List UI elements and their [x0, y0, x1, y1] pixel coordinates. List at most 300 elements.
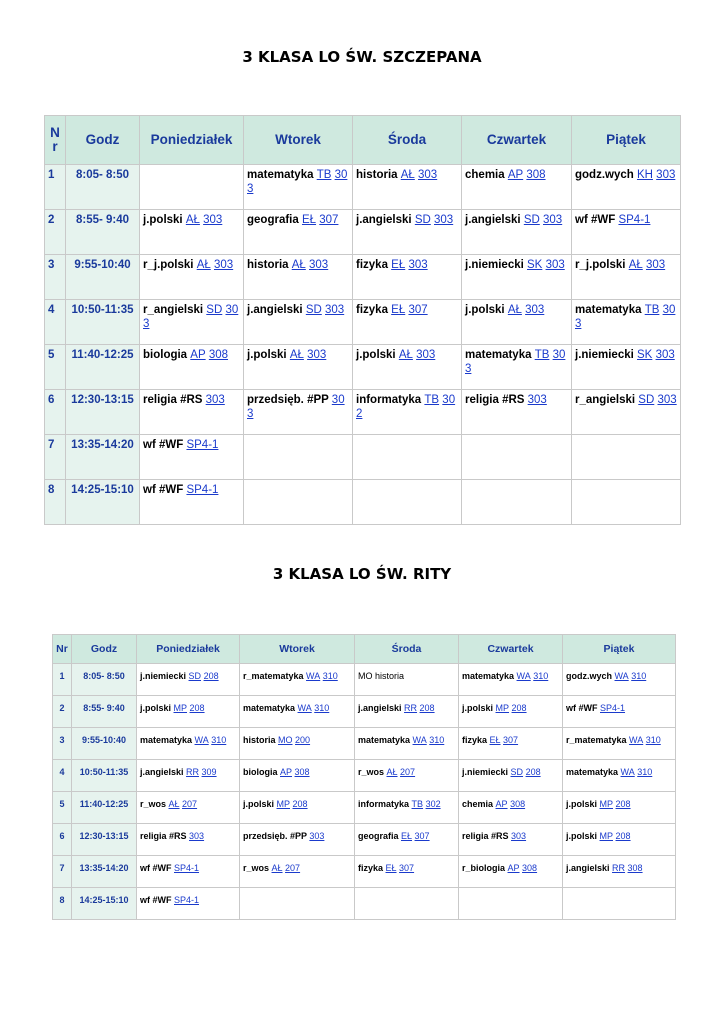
lesson-subject: r_wos — [358, 767, 387, 777]
lesson-link[interactable]: AŁ — [185, 214, 200, 226]
lesson-link[interactable]: AP — [280, 767, 293, 777]
lesson-link[interactable]: 303 — [309, 259, 329, 271]
lesson-subject: matematyka — [465, 349, 535, 361]
timetable-rity — [52, 634, 676, 920]
lesson-time: 14:25-15:10 — [72, 888, 137, 920]
lesson-link[interactable]: 303 — [543, 214, 563, 226]
lesson-subject: matematyka — [566, 767, 621, 777]
lesson-link[interactable]: 208 — [203, 671, 219, 681]
lesson-link[interactable]: 207 — [285, 863, 301, 873]
lesson-link[interactable]: 303 — [189, 831, 205, 841]
lesson-cell — [572, 435, 681, 480]
lesson-time: 10:50-11:35 — [66, 300, 140, 345]
lesson-link[interactable]: WA — [412, 735, 427, 745]
lesson-cell — [459, 696, 563, 728]
lesson-link[interactable]: AŁ — [271, 863, 283, 873]
lesson-subject: r_biologia — [462, 863, 508, 873]
lesson-link[interactable]: 207 — [400, 767, 416, 777]
lesson-cell — [563, 856, 676, 888]
lesson-link[interactable]: WA — [297, 703, 312, 713]
lesson-link[interactable]: SD — [206, 304, 223, 316]
table-row — [44, 210, 681, 255]
lesson-link[interactable]: 208 — [615, 831, 631, 841]
lesson-link[interactable]: 303 — [575, 304, 676, 330]
lesson-link[interactable]: MP — [599, 799, 614, 809]
lesson-subject: j.polski — [143, 214, 186, 226]
lesson-subject: matematyka — [575, 304, 645, 316]
lesson-subject: j.angielski — [247, 304, 306, 316]
column-header: Czwartek — [462, 115, 572, 165]
lesson-cell — [353, 480, 462, 525]
lesson-subject: j.niemiecki — [140, 671, 189, 681]
lesson-link[interactable]: 200 — [295, 735, 311, 745]
lesson-link[interactable]: SD — [638, 394, 655, 406]
lesson-link[interactable]: 208 — [189, 703, 205, 713]
lesson-cell — [462, 390, 572, 435]
lesson-link[interactable]: SD — [188, 671, 202, 681]
table-row — [52, 664, 676, 696]
lesson-link[interactable]: MP — [173, 703, 188, 713]
lesson-cell — [137, 664, 240, 696]
lesson-link[interactable]: 310 — [429, 735, 445, 745]
lesson-number: 8 — [44, 480, 66, 525]
lesson-subject: j.polski — [566, 799, 600, 809]
lesson-cell — [240, 760, 355, 792]
table-row — [44, 390, 681, 435]
lesson-time: 8:55- 9:40 — [66, 210, 140, 255]
lesson-cell — [140, 165, 244, 210]
lesson-link[interactable]: EŁ — [391, 259, 406, 271]
lesson-subject: j.angielski — [356, 214, 415, 226]
lesson-cell — [137, 792, 240, 824]
lesson-subject: matematyka — [243, 703, 298, 713]
lesson-number: 7 — [44, 435, 66, 480]
lesson-link[interactable]: AP — [495, 799, 508, 809]
lesson-subject: chemia — [462, 799, 496, 809]
column-header: Godz — [66, 115, 140, 165]
lesson-link[interactable]: 303 — [203, 214, 223, 226]
table-row — [44, 435, 681, 480]
lesson-cell — [140, 210, 244, 255]
lesson-cell — [355, 664, 459, 696]
lesson-link[interactable]: 310 — [314, 703, 330, 713]
lesson-link[interactable]: 307 — [408, 304, 428, 316]
lesson-cell — [355, 728, 459, 760]
lesson-link[interactable]: WA — [194, 735, 209, 745]
lesson-cell — [459, 856, 563, 888]
lesson-link[interactable]: SK — [527, 259, 543, 271]
lesson-subject: j.polski — [243, 799, 277, 809]
lesson-link[interactable]: 302 — [356, 394, 456, 420]
lesson-link[interactable]: 303 — [527, 394, 547, 406]
table-row — [52, 728, 676, 760]
lesson-link[interactable]: AŁ — [289, 349, 304, 361]
lesson-subject: wf #WF — [140, 863, 174, 873]
lesson-link[interactable]: SK — [637, 349, 653, 361]
lesson-link[interactable]: AP — [190, 349, 206, 361]
lesson-link[interactable]: KH — [636, 169, 653, 181]
lesson-link[interactable]: AP — [507, 863, 520, 873]
lesson-link[interactable]: AŁ — [507, 304, 522, 316]
table-row — [52, 856, 676, 888]
lesson-link[interactable]: WA — [614, 671, 629, 681]
lesson-link[interactable]: 310 — [637, 767, 653, 777]
lesson-link[interactable]: RR — [186, 767, 200, 777]
lesson-cell — [462, 210, 572, 255]
lesson-link[interactable]: 303 — [213, 259, 234, 271]
lesson-link[interactable]: WA — [629, 735, 644, 745]
lesson-cell — [240, 824, 355, 856]
lesson-link[interactable]: 208 — [419, 703, 435, 713]
lesson-subject: fizyka — [356, 259, 392, 271]
lesson-link[interactable]: WA — [306, 671, 321, 681]
lesson-subject: chemia — [465, 169, 508, 181]
lesson-link[interactable]: SP4-1 — [186, 439, 219, 451]
lesson-subject: r_angielski — [575, 394, 639, 406]
lesson-subject: wf #WF — [575, 214, 619, 226]
lesson-link[interactable]: 308 — [510, 799, 526, 809]
lesson-subject: j.polski — [566, 831, 600, 841]
lesson-time: 11:40-12:25 — [66, 345, 140, 390]
lesson-time: 13:35-14:20 — [66, 435, 140, 480]
lesson-link[interactable]: RR — [612, 863, 626, 873]
lesson-subject: matematyka — [140, 735, 195, 745]
lesson-cell — [240, 696, 355, 728]
table-row — [52, 888, 676, 920]
lesson-link[interactable]: 308 — [526, 169, 546, 181]
lesson-cell — [240, 792, 355, 824]
lesson-subject: j.angielski — [566, 863, 613, 873]
lesson-link[interactable]: 303 — [465, 349, 566, 375]
lesson-link[interactable]: TB — [424, 394, 440, 406]
lesson-link[interactable]: SP4-1 — [618, 214, 651, 226]
column-header: Środa — [355, 634, 459, 664]
lesson-subject: godz.wych — [566, 671, 615, 681]
lesson-link[interactable]: 303 — [545, 259, 565, 271]
table-row — [52, 824, 676, 856]
lesson-subject: r_j.polski — [143, 259, 197, 271]
column-header: Piątek — [572, 115, 681, 165]
lesson-cell — [459, 888, 563, 920]
lesson-subject: matematyka — [247, 169, 317, 181]
lesson-subject: wf #WF — [143, 484, 187, 496]
lesson-subject: r_matematyka — [243, 671, 307, 681]
lesson-link[interactable]: 303 — [408, 259, 428, 271]
lesson-cell — [572, 300, 681, 345]
lesson-subject: j.polski — [247, 349, 290, 361]
lesson-link[interactable]: AŁ — [196, 259, 211, 271]
lesson-number: 1 — [52, 664, 72, 696]
lesson-link[interactable]: SD — [510, 767, 524, 777]
lesson-subject: godz.wych — [575, 169, 637, 181]
page-title-rity: 3 KLASA LO ŚW. RITY — [272, 565, 452, 583]
lesson-cell — [244, 165, 353, 210]
lesson-cell — [353, 300, 462, 345]
column-header: Piątek — [563, 634, 676, 664]
lesson-link[interactable]: SD — [305, 304, 322, 316]
lesson-link[interactable]: 303 — [657, 394, 677, 406]
lesson-link[interactable]: 208 — [615, 799, 631, 809]
lesson-subject: geografia — [358, 831, 402, 841]
lesson-link[interactable]: 310 — [645, 735, 661, 745]
lesson-subject: j.niemiecki — [462, 767, 511, 777]
lesson-link[interactable]: AŁ — [386, 767, 398, 777]
lesson-link[interactable]: TB — [534, 349, 550, 361]
lesson-link[interactable]: 208 — [525, 767, 541, 777]
lesson-subject: j.niemiecki — [575, 349, 638, 361]
lesson-link[interactable]: TB — [644, 304, 660, 316]
lesson-link[interactable]: 303 — [325, 304, 345, 316]
lesson-cell — [137, 856, 240, 888]
lesson-link[interactable]: SP4-1 — [600, 703, 626, 713]
lesson-cell — [572, 480, 681, 525]
lesson-link[interactable]: AŁ — [168, 799, 180, 809]
lesson-subject: geografia — [247, 214, 302, 226]
lesson-number: 8 — [52, 888, 72, 920]
lesson-subject: historia — [356, 169, 401, 181]
lesson-cell — [563, 888, 676, 920]
lesson-cell — [244, 435, 353, 480]
lesson-cell — [355, 696, 459, 728]
lesson-subject: przedsięb. #PP — [247, 394, 332, 406]
lesson-time: 8:55- 9:40 — [72, 696, 137, 728]
lesson-link[interactable]: 303 — [416, 349, 436, 361]
column-header: Wtorek — [244, 115, 353, 165]
lesson-cell — [244, 255, 353, 300]
lesson-link[interactable]: SP4-1 — [174, 895, 200, 905]
lesson-link[interactable]: 303 — [645, 259, 666, 271]
lesson-subject: religia #RS — [465, 394, 528, 406]
lesson-link[interactable]: 307 — [503, 735, 519, 745]
lesson-cell — [563, 664, 676, 696]
lesson-number: 2 — [52, 696, 72, 728]
lesson-link[interactable]: 303 — [205, 394, 225, 406]
lesson-link[interactable]: AŁ — [628, 259, 643, 271]
lesson-subject: j.angielski — [358, 703, 405, 713]
lesson-link[interactable]: EŁ — [385, 863, 397, 873]
lesson-cell — [572, 210, 681, 255]
lesson-cell — [244, 480, 353, 525]
timetable-szczepana — [44, 115, 681, 525]
lesson-link[interactable]: 303 — [511, 831, 527, 841]
lesson-link[interactable]: EŁ — [489, 735, 501, 745]
table-row — [44, 480, 681, 525]
lesson-time: 8:05- 8:50 — [66, 165, 140, 210]
lesson-link[interactable]: AP — [507, 169, 524, 181]
lesson-cell — [563, 792, 676, 824]
lesson-link[interactable]: 303 — [525, 304, 545, 316]
lesson-subject: j.niemiecki — [465, 259, 528, 271]
lesson-subject: j.polski — [140, 703, 174, 713]
lesson-cell — [140, 480, 244, 525]
column-header: Czwartek — [459, 634, 563, 664]
lesson-link[interactable]: 208 — [292, 799, 308, 809]
lesson-time: 11:40-12:25 — [72, 792, 137, 824]
lesson-link[interactable]: 207 — [182, 799, 198, 809]
lesson-cell — [462, 165, 572, 210]
lesson-link[interactable]: 308 — [294, 767, 310, 777]
lesson-link[interactable]: TB — [316, 169, 332, 181]
lesson-cell — [140, 255, 244, 300]
lesson-link[interactable]: MP — [276, 799, 291, 809]
table-row — [44, 345, 681, 390]
lesson-link[interactable]: 303 — [143, 304, 239, 330]
lesson-cell — [563, 728, 676, 760]
lesson-link[interactable]: 303 — [307, 349, 327, 361]
lesson-time: 12:30-13:15 — [66, 390, 140, 435]
lesson-link[interactable]: AŁ — [400, 169, 415, 181]
lesson-cell — [459, 760, 563, 792]
lesson-subject: historia — [247, 259, 292, 271]
lesson-link[interactable]: MP — [495, 703, 510, 713]
lesson-link[interactable]: TB — [411, 799, 424, 809]
lesson-cell — [244, 390, 353, 435]
lesson-cell — [137, 696, 240, 728]
lesson-cell — [563, 696, 676, 728]
column-header: Wtorek — [240, 634, 355, 664]
lesson-link[interactable]: 208 — [511, 703, 527, 713]
lesson-subject: wf #WF — [143, 439, 187, 451]
lesson-cell — [459, 824, 563, 856]
lesson-link[interactable]: 303 — [247, 394, 345, 420]
lesson-cell — [462, 300, 572, 345]
lesson-cell — [244, 345, 353, 390]
lesson-cell — [459, 792, 563, 824]
lesson-link[interactable]: 307 — [414, 831, 430, 841]
lesson-time: 10:50-11:35 — [72, 760, 137, 792]
lesson-number: 4 — [52, 760, 72, 792]
lesson-number: 7 — [52, 856, 72, 888]
lesson-cell — [462, 255, 572, 300]
lesson-link[interactable]: MO — [278, 735, 293, 745]
lesson-subject: religia #RS — [140, 831, 190, 841]
lesson-subject: historia — [243, 735, 279, 745]
lesson-cell — [244, 210, 353, 255]
lesson-link[interactable]: 307 — [399, 863, 415, 873]
lesson-subject: r_matematyka — [566, 735, 630, 745]
lesson-subject: przedsięb. #PP — [243, 831, 310, 841]
lesson-subject: j.angielski — [140, 767, 187, 777]
lesson-link[interactable]: 308 — [627, 863, 643, 873]
lesson-subject: j.polski — [462, 703, 496, 713]
lesson-cell — [240, 664, 355, 696]
lesson-cell — [462, 435, 572, 480]
lesson-subject: matematyka — [358, 735, 413, 745]
lesson-subject: wf #WF — [140, 895, 174, 905]
lesson-cell — [353, 435, 462, 480]
lesson-subject: fizyka — [358, 863, 386, 873]
lesson-cell — [353, 390, 462, 435]
lesson-link[interactable]: 302 — [425, 799, 441, 809]
lesson-cell — [137, 760, 240, 792]
lesson-link[interactable]: WA — [516, 671, 531, 681]
lesson-number: 2 — [44, 210, 66, 255]
lesson-subject: r_angielski — [143, 304, 207, 316]
lesson-link[interactable]: 310 — [533, 671, 549, 681]
table-row — [44, 165, 681, 210]
lesson-link[interactable]: AŁ — [398, 349, 413, 361]
lesson-link[interactable]: 303 — [656, 169, 676, 181]
lesson-cell — [140, 390, 244, 435]
column-header: Poniedziałek — [137, 634, 240, 664]
lesson-cell — [240, 856, 355, 888]
lesson-cell — [137, 728, 240, 760]
lesson-subject: informatyka — [358, 799, 412, 809]
lesson-subject: j.polski — [465, 304, 508, 316]
lesson-link[interactable]: RR — [404, 703, 418, 713]
lesson-link[interactable]: AŁ — [291, 259, 306, 271]
lesson-subject: biologia — [143, 349, 191, 361]
lesson-link[interactable]: EŁ — [401, 831, 413, 841]
lesson-link[interactable]: 309 — [201, 767, 217, 777]
lesson-cell — [355, 888, 459, 920]
lesson-link[interactable]: 308 — [208, 349, 229, 361]
lesson-subject: MO historia — [358, 671, 405, 681]
lesson-cell — [355, 856, 459, 888]
lesson-link[interactable]: 303 — [247, 169, 348, 195]
lesson-cell — [355, 760, 459, 792]
lesson-cell — [572, 390, 681, 435]
lesson-link[interactable]: 310 — [631, 671, 647, 681]
table-row — [52, 792, 676, 824]
lesson-link[interactable]: MP — [599, 831, 614, 841]
lesson-link[interactable]: 303 — [434, 214, 454, 226]
lesson-subject: religia #RS — [143, 394, 206, 406]
lesson-number: 5 — [52, 792, 72, 824]
lesson-cell — [244, 300, 353, 345]
lesson-link[interactable]: 310 — [211, 735, 227, 745]
lesson-cell — [462, 480, 572, 525]
lesson-cell — [353, 345, 462, 390]
lesson-number: 4 — [44, 300, 66, 345]
lesson-link[interactable]: 303 — [309, 831, 325, 841]
lesson-link[interactable]: SD — [523, 214, 540, 226]
lesson-link[interactable]: 303 — [655, 349, 675, 361]
lesson-link[interactable]: SD — [414, 214, 431, 226]
lesson-link[interactable]: SP4-1 — [186, 484, 219, 496]
lesson-cell — [353, 165, 462, 210]
lesson-link[interactable]: EŁ — [391, 304, 406, 316]
column-header: Środa — [353, 115, 462, 165]
lesson-subject: r_wos — [140, 799, 169, 809]
lesson-link[interactable]: 303 — [418, 169, 438, 181]
lesson-link[interactable]: 310 — [322, 671, 338, 681]
header-row — [52, 634, 676, 664]
column-header: Nr — [52, 634, 72, 664]
table-row — [52, 760, 676, 792]
lesson-subject: r_wos — [243, 863, 272, 873]
header-row — [44, 115, 681, 165]
lesson-link[interactable]: 308 — [522, 863, 538, 873]
lesson-link[interactable]: EŁ — [301, 214, 317, 226]
lesson-subject: wf #WF — [566, 703, 600, 713]
lesson-time: 13:35-14:20 — [72, 856, 137, 888]
lesson-link[interactable]: WA — [620, 767, 635, 777]
lesson-time: 8:05- 8:50 — [72, 664, 137, 696]
lesson-cell — [355, 792, 459, 824]
table-row — [44, 255, 681, 300]
lesson-link[interactable]: 307 — [319, 214, 339, 226]
lesson-number: 3 — [44, 255, 66, 300]
lesson-cell — [355, 824, 459, 856]
lesson-cell — [459, 664, 563, 696]
lesson-link[interactable]: SP4-1 — [174, 863, 200, 873]
lesson-subject: j.angielski — [465, 214, 524, 226]
lesson-number: 5 — [44, 345, 66, 390]
lesson-subject: informatyka — [356, 394, 425, 406]
lesson-subject: religia #RS — [462, 831, 512, 841]
lesson-cell — [137, 888, 240, 920]
